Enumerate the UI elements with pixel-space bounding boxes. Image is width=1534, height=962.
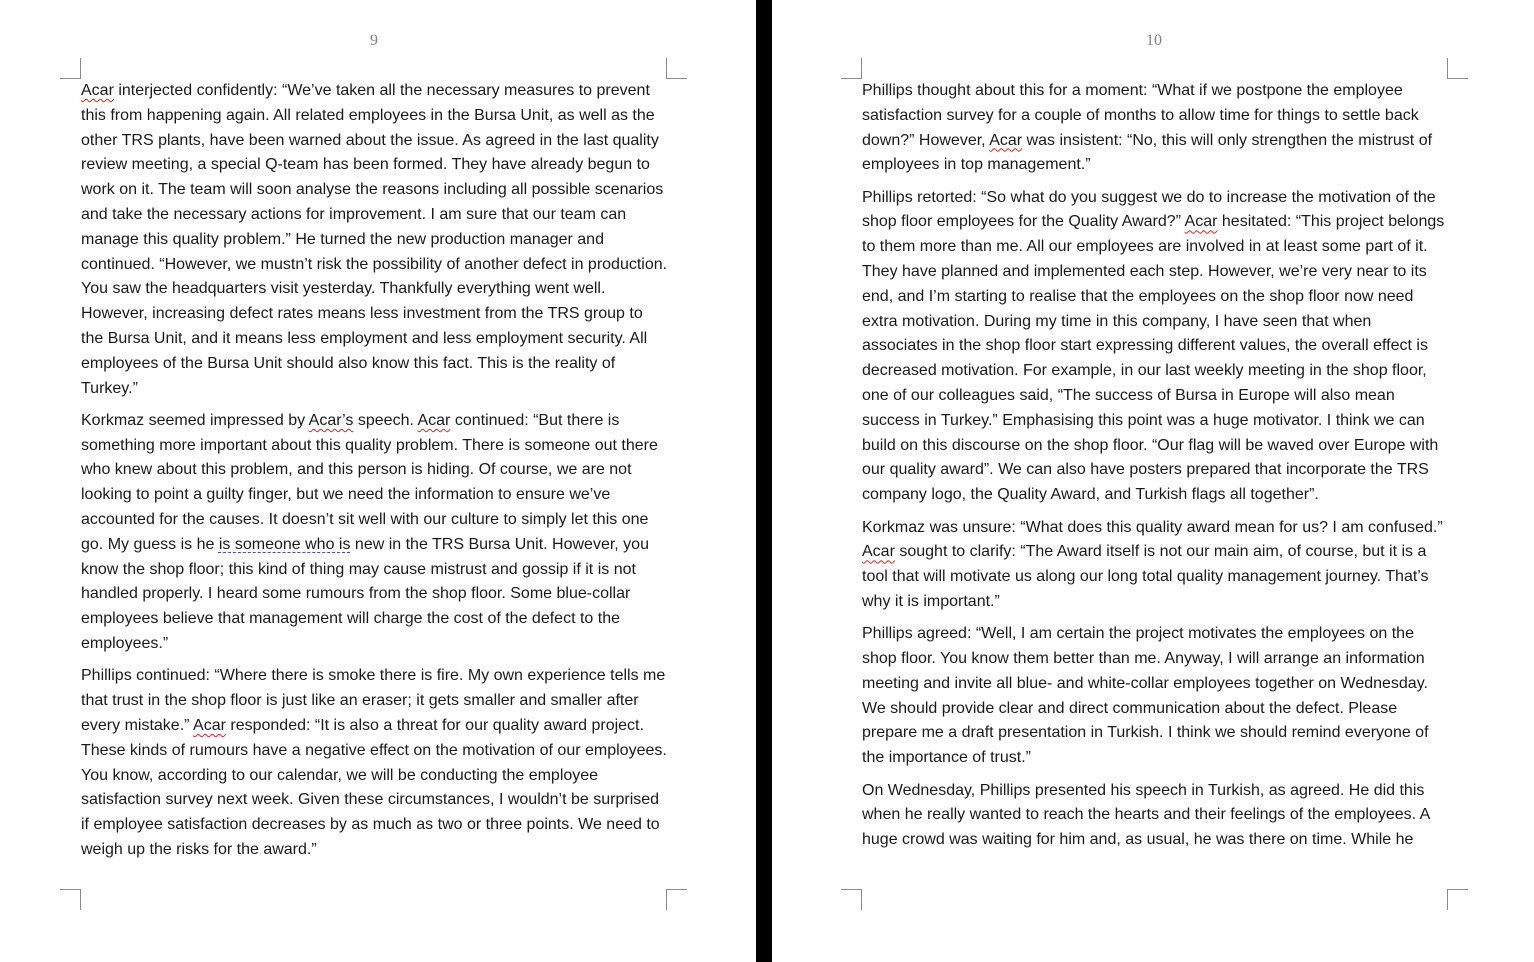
page-body[interactable] — [862, 79, 1450, 860]
spelling-flag: Acar — [862, 543, 895, 561]
paragraph — [862, 516, 1450, 615]
paragraph — [862, 779, 1450, 853]
page-body[interactable] — [81, 79, 669, 870]
text-run: sought to clarify: “The Award itself is not our main aim, of course, but it is a tool that will motivate us along our long total quality management journey. That’s why it is important.” — [862, 543, 1429, 610]
text-run: was insistent: “No, this will only strengthen the mistrust of employees in top management.” — [862, 131, 1433, 174]
spelling-flag: Acar — [1184, 213, 1218, 231]
page-10 — [772, 0, 1534, 962]
text-run: Korkmaz was unsure: “What does this quality award mean for us? I am confused.” — [862, 518, 1443, 536]
spelling-flag: Acar — [989, 131, 1023, 149]
paragraph — [862, 79, 1450, 178]
crop-mark-bottom-right — [666, 889, 687, 910]
crop-mark-bottom-right — [1447, 889, 1468, 910]
paragraph — [81, 409, 669, 657]
paragraph — [862, 186, 1450, 508]
text-run: Phillips thought about this for a moment: “What if we postpone the employee satisfaction survey for a couple of months to allow time for things to settle back down?” However, — [862, 82, 1419, 149]
paragraph — [81, 79, 669, 401]
text-run: hesitated: “This project belongs to them more than me. All our employees are involved in at least some part of it. They have planned and implemented each step. However, we’re very near to its end, and I’m starting to realise that the employees on the shop floor now need extra motivation. During my time in this company, I have seen that when associates in the shop floor start expressing different values, the overall effect is decreased motivation. For example, in our last weekly meeting in the shop floor, one of our colleagues said, “The success of Bursa in Europe will also mean success in Turkey.” Emphasising this point was a huge motivator. I think we can build on this discourse on the shop floor. “Our flag will be waved over Europe with our quality award”. We can also have posters prepared that incorporate the TRS company logo, the Quality Award, and Turkish flags all together”. — [862, 213, 1445, 504]
spelling-flag: Acar — [417, 411, 451, 429]
crop-mark-top-left — [60, 58, 81, 79]
paragraph — [81, 664, 669, 862]
text-run: new in the TRS Bursa Unit. However, you know the shop floor; this kind of thing may cause mistrust and gossip if it is not handled properly. I heard some rumours from the shop floor. Some blue-collar employees believe that management will charge the cost of the defect to the employees.” — [81, 535, 649, 653]
crop-mark-top-left — [841, 58, 862, 79]
crop-mark-bottom-left — [60, 889, 81, 910]
grammar-flag: is someone who is — [218, 535, 351, 553]
crop-mark-top-right — [1447, 58, 1468, 79]
page-number: 9 — [370, 32, 378, 49]
text-run: Phillips agreed: “Well, I am certain the project motivates the employees on the shop floor. You know them better than me. Anyway, I will arrange an information meeting and invite all blue- and white-collar employees together on Wednesday. We should provide clear and direct communication about the defect. Please prepare me a draft presentation in Turkish. I think we should remind everyone of the importance of trust.” — [862, 625, 1429, 767]
text-run: continued: “But there is something more important about this quality problem. There is someone out there who knew about this problem, and this person is hiding. Of course, we are not looking to point a guilty finger, but we need the information to ensure we’ve accounted for the causes. It doesn’t sit well with our culture to simply let this one go. My guess is he — [81, 411, 658, 553]
paragraph — [862, 622, 1450, 771]
text-run: speech. — [353, 411, 418, 429]
text-run: On Wednesday, Phillips presented his speech in Turkish, as agreed. He did this when he really wanted to reach the hearts and their feelings of the employees. A huge crowd was waiting for him and, as usual, he was there on time. While he — [862, 781, 1430, 849]
page-number: 10 — [1146, 32, 1162, 49]
text-run: Korkmaz seemed impressed by — [81, 411, 309, 429]
spelling-flag: Acar — [193, 716, 226, 734]
page-9 — [0, 0, 756, 962]
crop-mark-top-right — [666, 58, 687, 79]
spelling-flag: Acar’s — [308, 411, 354, 429]
text-run: Phillips continued: “Where there is smoke there is fire. My own experience tells me that trust in the shop floor is just like an eraser; it gets smaller and smaller after every mistake.” — [81, 667, 666, 734]
text-run: interjected confidently: “We’ve taken all the necessary measures to prevent this from happening again. All related employees in the Bursa Unit, as well as the other TRS plants, have been warned about the issue. As agreed in the last quality review meeting, a special Q-team has been formed. They have already begun to work on it. The team will soon analyse the reasons including all possible scenarios and take the necessary actions for improvement. I am sure that our team can manage this quality problem.” He turned the new production manager and continued. “However, we mustn’t risk the possibility of another defect in production. You saw the headquarters visit yesterday. Thankfully everything went well. However, increasing defect rates means less investment from the TRS group to the Bursa Unit, and it means less employment and less employment security. All employees of the Bursa Unit should also know this fact. This is the reality of Turkey.” — [81, 82, 668, 397]
text-run: Phillips retorted: “So what do you suggest we do to increase the motivation of the shop floor employees for the Quality Award?” — [862, 188, 1436, 231]
text-run: responded: “It is also a threat for our quality award project. These kinds of rumours have a negative effect on the motivation of our employees. You know, according to our calendar, we will be conducting the employee satisfaction survey next week. Given these circumstances, I wouldn’t be surprised if employee satisfaction decreases by as much as two or three points. We need to weigh up the risks for the award.” — [81, 716, 667, 858]
page-divider — [756, 0, 772, 962]
spelling-flag: Acar — [81, 82, 114, 99]
crop-mark-bottom-left — [841, 889, 862, 910]
